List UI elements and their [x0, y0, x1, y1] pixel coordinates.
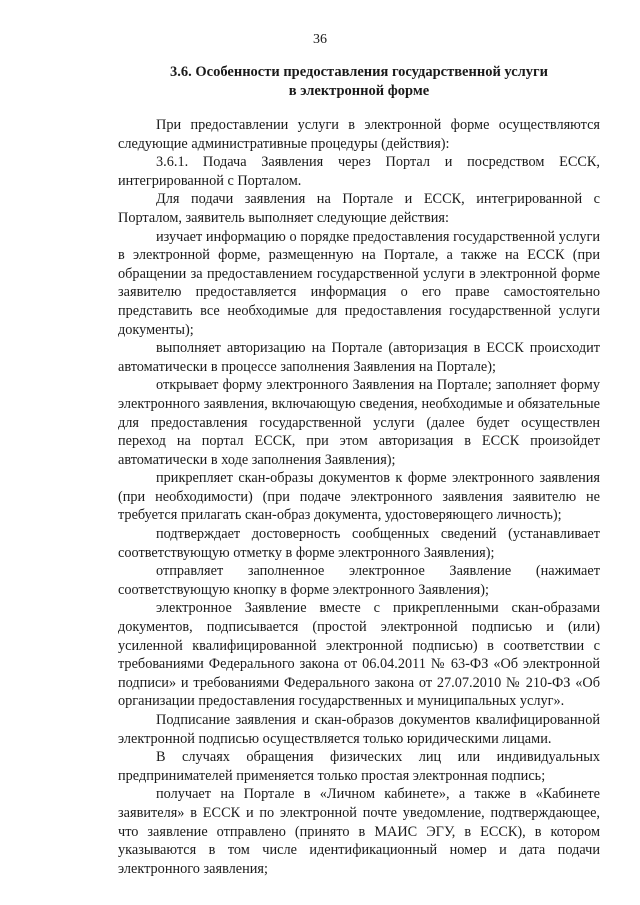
page-number: 36: [313, 32, 327, 47]
section-heading: [118, 63, 600, 101]
paragraph-authorization: выполняет авторизацию на Портале (авторизация в ЕССК происходит автоматически в процессе заполнения Заявления на Портале);: [118, 340, 600, 375]
paragraph-confirms: подтверждает достоверность сообщенных сведений (устанавливает соответствующую отметку в форме электронного Заявления);: [118, 526, 600, 561]
paragraph-signature: электронное Заявление вместе с прикрепленными скан-образами документов, подписывается (простой электронной подписью и (или) усиленной квалифицированной электронной подписью) в соответствии с требованиями Федерального закона от 06.04.2011 № 63-ФЗ «Об электронной подписи» и требованиями Федерального закона от 27.07.2010 № 210-ФЗ «Об организации предоставления государственных и муниципальных услуг».: [118, 600, 600, 710]
paragraph-attaches-scans: прикрепляет скан-образы документов к форме электронного заявления (при необходимости) (при подаче электронного заявления заявителю не требуется прилагать скан-образ документа, удостоверяющего личность);: [118, 470, 600, 524]
paragraph-applicant-actions: Для подачи заявления на Портале и ЕССК, интегрированной с Порталом, заявитель выполняет следующие действия:: [118, 191, 600, 226]
paragraph-receives-notice: получает на Портале в «Личном кабинете», а также в «Кабинете заявителя» в ЕССК и по электронной почте уведомление, подтверждающее, что заявление отправлено (принято в МАИС ЭГУ, в ЕССК), в котором указываются в том числе идентификационный номер и дата подачи электронного заявления;: [118, 786, 600, 877]
document-body: [118, 116, 600, 878]
paragraph-qualified-signature: Подписание заявления и скан-образов документов квалифицированной электронной подписью осуществляется только юридическими лицами.: [118, 712, 600, 747]
paragraph-sends: отправляет заполненное электронное Заявление (нажимает соответствующую кнопку в форме электронного Заявления);: [118, 563, 600, 598]
paragraph-simple-signature: В случаях обращения физических лиц или индивидуальных предпринимателей применяется только простая электронная подпись;: [118, 749, 600, 784]
paragraph-3-6-1: 3.6.1. Подача Заявления через Портал и посредством ЕССК, интегрированной с Порталом.: [118, 154, 600, 189]
paragraph-studies-info: изучает информацию о порядке предоставления государственной услуги в электронной форме, размещенную на Портале, а также на ЕССК (при обращении за предоставлением государственной услуги в электронной форме заявителю предоставляется информация о его праве самостоятельно представить все необходимые для предоставления государственной услуги документы);: [118, 228, 600, 338]
section-heading-line-2: в электронной форме: [288, 83, 430, 99]
section-heading-line-1: 3.6. Особенности предоставления государственной услуги: [170, 64, 548, 80]
paragraph-opens-form: открывает форму электронного Заявления на Портале; заполняет форму электронного заявления, включающую сведения, необходимые и обязательные для предоставления государственной услуги (далее будет осуществлен переход на портал ЕССК, при этом авторизация в ЕССК произойдет автоматически в ходе заполнения Заявления);: [118, 377, 600, 468]
paragraph-intro: При предоставлении услуги в электронной форме осуществляются следующие административные процедуры (действия):: [118, 117, 600, 152]
